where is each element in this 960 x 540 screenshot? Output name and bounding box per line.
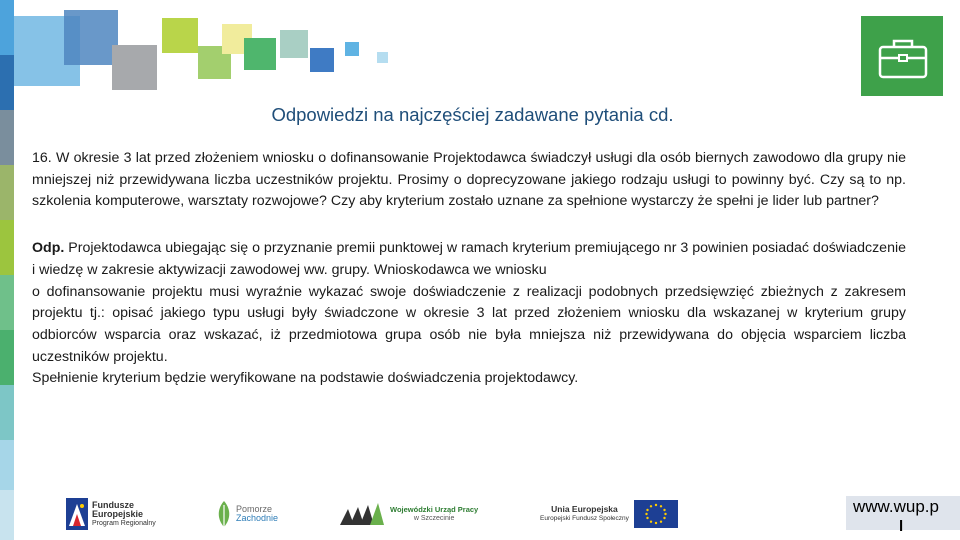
logo-unia-europejska bbox=[540, 496, 678, 532]
logo2-line2: Zachodnie bbox=[236, 513, 279, 523]
answer-paragraph-1 bbox=[32, 238, 906, 281]
logo3-line2: w Szczecinie bbox=[413, 515, 455, 522]
briefcase-icon bbox=[861, 16, 943, 96]
answer-paragraph-2: o dofinansowanie projektu musi wyraźnie wykazać swoje doświadczenie z realizacji podobnych przedsięwzięć zbieżnych z zakresem projektu tj.: opisać jakiego typu usługi były świadczone w okresie 3 lat przed złożeniem wniosku dla wskazanej w kryterium grupy odbiorców wsparcia oraz wskazać, iż przedmiotowa grupa osób nie była mniejsza niż przewidywana do objęcia wsparciem liczba uczestników projektu. bbox=[32, 283, 906, 365]
pomorze-leaf-icon bbox=[215, 499, 233, 529]
logo2-line1: Pomorze bbox=[236, 504, 273, 514]
qa-content bbox=[32, 148, 906, 390]
logo-wup-szczecin bbox=[338, 496, 478, 532]
fe-logo-icon bbox=[66, 498, 88, 530]
logo4-line2: Europejski Fundusz Społeczny bbox=[540, 515, 629, 522]
logo-fundusze-europejskie bbox=[66, 496, 156, 532]
answer-label: Odp. bbox=[32, 240, 65, 257]
logo-pomorze-zachodnie bbox=[215, 496, 278, 532]
question-text: 16. W okresie 3 lat przed złożeniem wniosku o dofinansowanie Projektodawca świadczył usługi dla osób biernych zawodowo dla grupy nie mniejszej niż przewidywana liczba uczestników projektu. Prosimy o doprecyzowane jakiego rodzaju usługi to powinny być. Czy są to np. szkolenia komputerowe, warsztaty rozwojowe? Czy aby kryterium zostało uznane za spełnione wystarczy że spełni je lider lub partner? bbox=[32, 150, 906, 210]
logo4-line1: Unia Europejska bbox=[551, 504, 618, 514]
wup-logo-icon bbox=[338, 499, 386, 529]
logo3-line1: Wojewódzki Urząd Pracy bbox=[390, 505, 479, 514]
answer-paragraph-3: Spełnienie kryterium będzie weryfikowane na podstawie doświadczenia projektodawcy. bbox=[32, 370, 579, 387]
eu-flag-icon bbox=[634, 500, 678, 528]
page-title: Odpowiedzi na najczęściej zadawane pytania cd. bbox=[271, 104, 674, 125]
website-url-tail[interactable]: l bbox=[899, 518, 904, 535]
left-color-strip bbox=[0, 0, 14, 540]
briefcase-icon-box bbox=[861, 16, 943, 96]
logo1-line3: Program Regionalny bbox=[92, 519, 156, 527]
website-url[interactable]: www.wup.p bbox=[853, 497, 939, 516]
logo1-line1: Fundusze bbox=[92, 499, 134, 510]
answer-text-1: Projektodawca ubiegając się o przyznanie premii punktowej w ramach kryterium premiującego nr 3 powinien posiadać doświadczenie i wiedzę w zakresie aktywizacji zawodowej ww. grupy. Wnioskodawca we wniosku bbox=[32, 240, 906, 278]
logo1-line2: Europejskie bbox=[92, 508, 144, 519]
